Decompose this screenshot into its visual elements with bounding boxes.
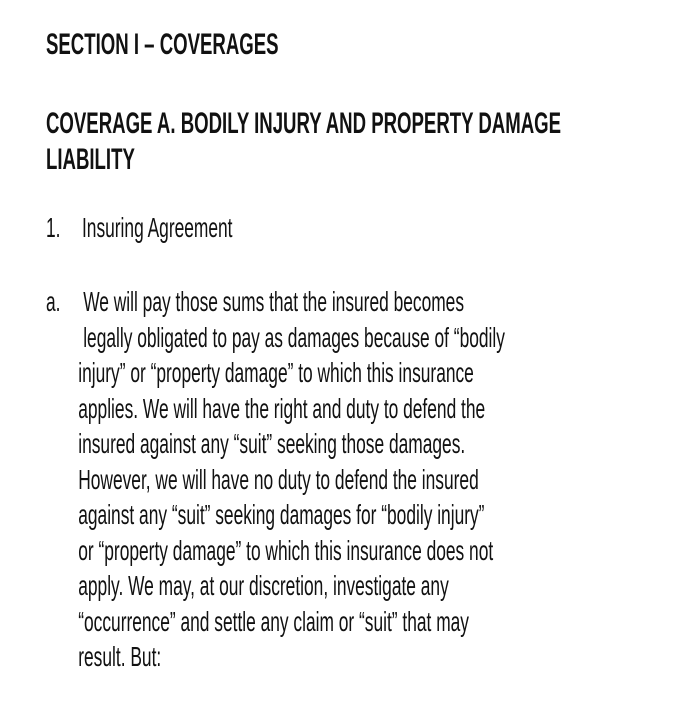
paragraph-line: legally obligated to pay as damages because of “bodily [83,321,505,353]
coverage-title-line: COVERAGE A. BODILY INJURY AND PROPERTY DAMAGE [46,107,562,140]
paragraph-line: result. But: [78,641,162,672]
paragraph-line: apply. We may, at our discretion, investigate any [78,570,449,601]
item-heading: Insuring Agreement [81,212,233,243]
paragraph-line: injury” or “property damage” to which this insurance [78,357,474,388]
paragraph-line: insured against any “suit” seeking those damages. [78,428,466,459]
paragraph-line: or “property damage” to which this insurance does not [78,534,494,566]
section-title: SECTION I – COVERAGES [46,28,279,61]
item-number: 1. [46,212,61,243]
paragraph-line: “occurrence” and settle any claim or “suit” that may [78,605,469,637]
paragraph-letter: a. [46,286,61,317]
coverage-title [46,106,561,178]
paragraph-line: against any “suit” seeking damages for “bodily injury” [78,499,485,530]
insuring-agreement-heading [46,212,233,244]
paragraph-line: We will pay those sums that the insured becomes [83,286,465,317]
paragraph-line: However, we will have no duty to defend the insured [78,463,479,495]
paragraph-a [46,284,666,675]
paragraph-line: applies. We will have the right and duty to defend the [78,392,486,424]
coverage-title-line: LIABILITY [46,143,135,176]
